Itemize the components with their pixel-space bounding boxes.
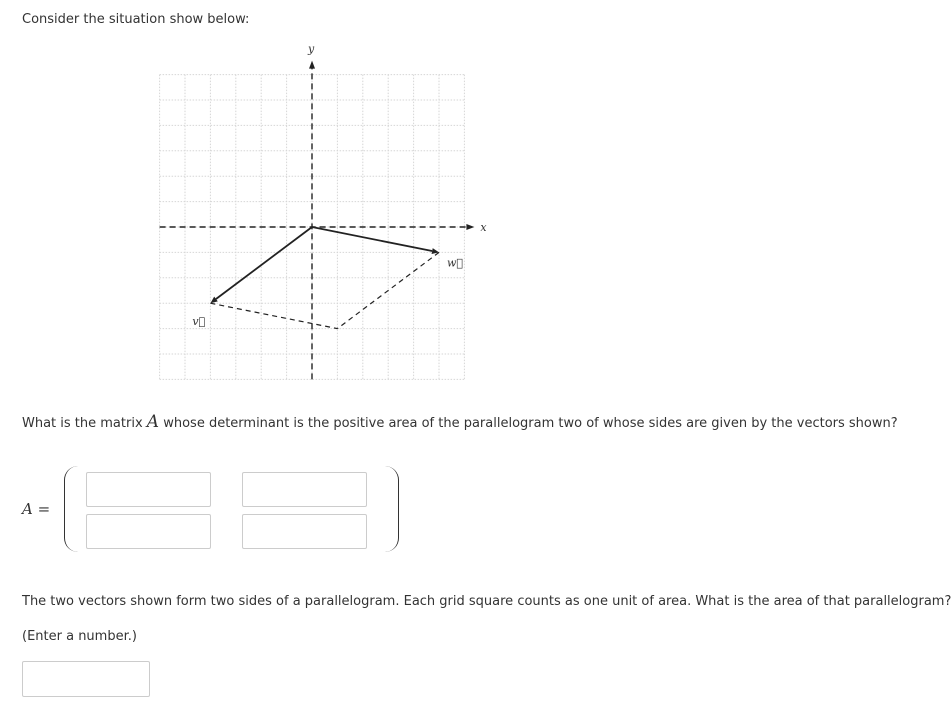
parallelogram-edges [210, 252, 439, 328]
vector-figure [150, 42, 487, 390]
matrix-symbol: A [146, 412, 160, 432]
matrix-entry-2-2[interactable] [242, 514, 367, 549]
matrix-entry-1-1[interactable] [86, 472, 211, 507]
matrix-entry-2-1[interactable] [86, 514, 211, 549]
intro-text: Consider the situation show below: [22, 12, 250, 27]
axes [160, 61, 475, 380]
y-axis-arrowhead [309, 61, 315, 69]
w-vector-label: w⃗ [447, 256, 464, 270]
vectors [210, 227, 439, 303]
y-axis-label: y [308, 42, 315, 56]
v-vector-label: v⃗ [192, 315, 206, 329]
left-paren [64, 466, 79, 552]
answer-hint: (Enter a number.) [22, 629, 137, 644]
question-area: The two vectors shown form two sides of a parallelogram. Each grid square counts as one unit of area. What is the area of that parallelogram? [22, 594, 951, 609]
vector-w [312, 227, 432, 251]
matrix-label: A = [22, 500, 51, 518]
translated-w-edge [210, 303, 337, 328]
x-axis-label: x [480, 221, 487, 234]
question-matrix [22, 412, 898, 432]
vector-v [216, 227, 312, 299]
question-matrix-prefix: What is the matrix [22, 416, 143, 431]
area-answer-input[interactable] [22, 661, 150, 697]
x-axis-arrowhead [466, 224, 474, 230]
right-paren [384, 466, 399, 552]
question-matrix-suffix: whose determinant is the positive area of the parallelogram two of whose sides are given by the vectors shown? [163, 416, 898, 431]
matrix-entry-1-2[interactable] [242, 472, 367, 507]
